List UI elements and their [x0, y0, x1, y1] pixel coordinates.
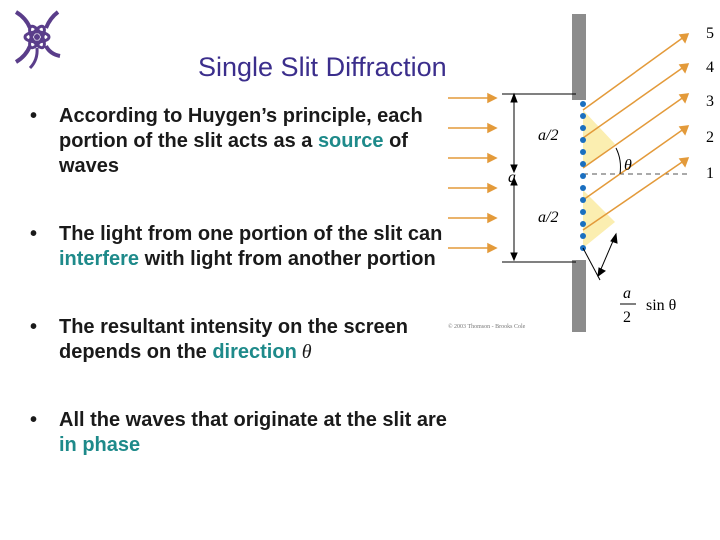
bullet-text: with light from another portion	[139, 248, 436, 270]
bullet-list	[30, 104, 470, 501]
ray-number-4: 4	[706, 59, 714, 76]
barrier-top	[572, 14, 586, 100]
theta-arc	[616, 148, 621, 174]
highlight-term: direction	[212, 341, 297, 363]
path-diff-suffix: sin θ	[646, 297, 677, 314]
slide-title: Single Slit Diffraction	[198, 52, 447, 82]
label-a: a	[508, 169, 516, 186]
label-half-a-top: a/2	[538, 127, 559, 144]
bullet-item	[30, 408, 470, 458]
bullet-item	[30, 315, 470, 365]
bullet-marker: •	[30, 409, 38, 431]
ray-number-1: 1	[706, 165, 714, 182]
barrier-bottom	[572, 260, 586, 332]
copyright-text: © 2003 Thomson - Brooks Cole	[448, 324, 526, 330]
label-theta: θ	[624, 157, 632, 174]
path-diff-numerator: a	[623, 285, 631, 302]
bullet-item	[30, 222, 470, 272]
ray-number-2: 2	[706, 129, 714, 146]
gecko-atom-logo-icon	[4, 4, 70, 70]
single-slit-diagram	[440, 10, 720, 340]
highlight-term: interfere	[59, 248, 140, 270]
highlight-term: in phase	[59, 434, 141, 456]
bullet-marker: •	[30, 316, 38, 338]
label-half-a-bottom: a/2	[538, 209, 559, 226]
symbol-text: θ	[296, 341, 312, 363]
path-diff-denominator: 2	[623, 309, 631, 326]
bullet-item	[30, 104, 470, 179]
bullet-text: of waves	[59, 130, 408, 177]
highlight-term: source	[317, 130, 384, 152]
bullet-text: According to Huygen’s principle, each portion of the slit acts as a	[59, 105, 423, 152]
bullet-marker: •	[30, 105, 38, 127]
bullet-text: The light from one portion of the slit can	[59, 223, 443, 245]
bullet-text: The resultant intensity on the screen depends on the	[59, 316, 408, 363]
bullet-text: All the waves that originate at the slit are	[59, 409, 447, 431]
bullet-marker: •	[30, 223, 38, 245]
ray-number-5: 5	[706, 25, 714, 42]
ray-number-3: 3	[706, 93, 714, 110]
